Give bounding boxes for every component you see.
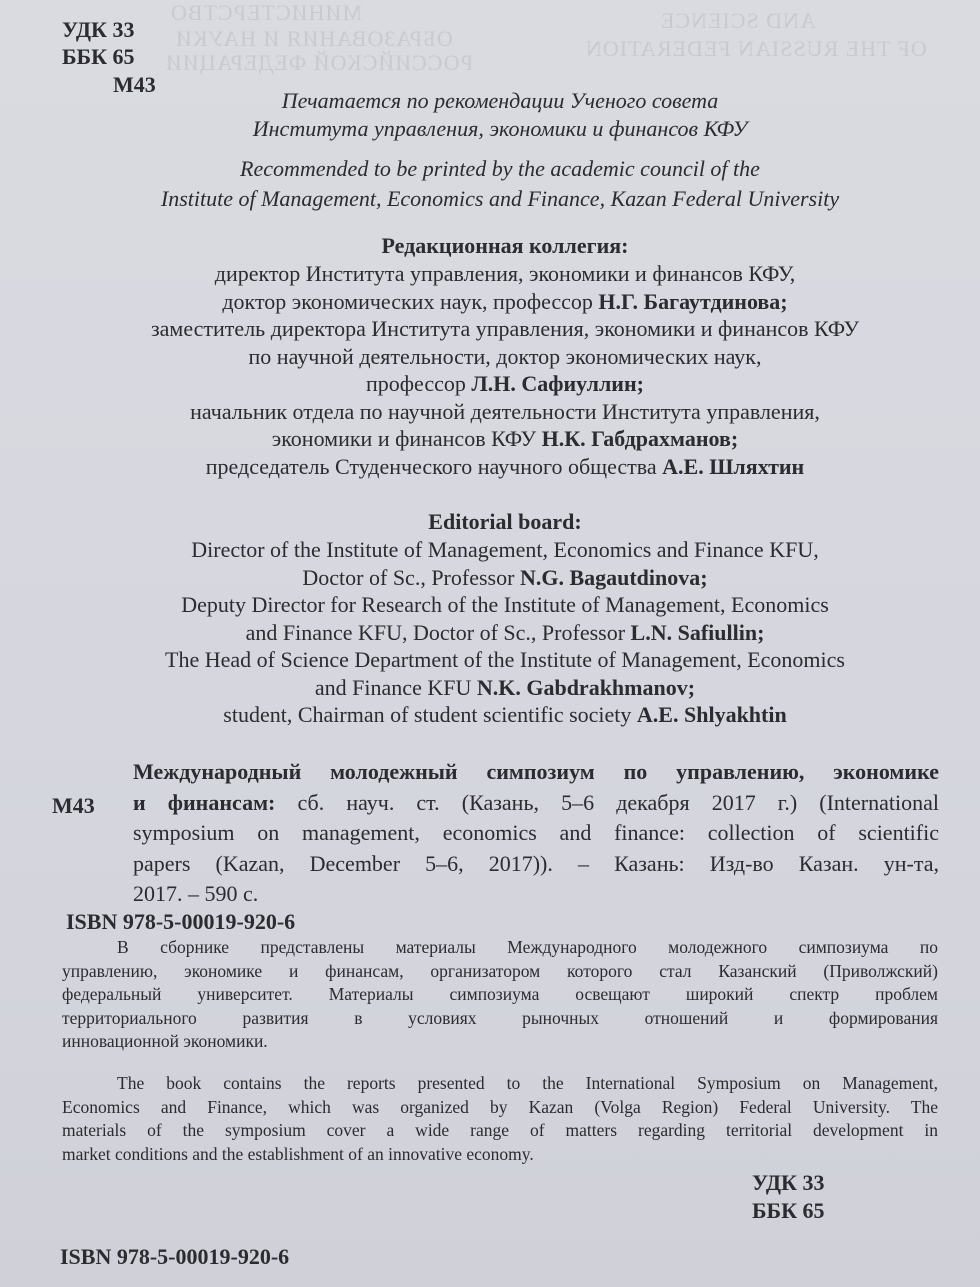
recommendation-ru-line: Института управления, экономики и финансов КФУ (252, 116, 748, 141)
show-through-text: AND SCIENCE (660, 8, 816, 33)
bbk-code: ББК 65 (62, 44, 135, 69)
editorial-line: The Head of Science Department of the Institute of Management, Economics (165, 647, 845, 672)
editorial-line: председатель Студенческого научного общества А.Е. Шляхтин (205, 453, 805, 479)
abstract-line: The book contains the reports presented to the International Symposium on Management, (117, 1073, 938, 1093)
editorial-line: профессор Л.Н. Сафиуллин; (366, 371, 644, 396)
abstract-en (62, 1072, 938, 1166)
biblio-line: symposium on management, economics and finance: collection of scientific (133, 820, 939, 845)
biblio-title-end: и финансам: (133, 789, 276, 815)
bibliographic-entry (133, 757, 939, 910)
footer-bbk-code: ББК 65 (752, 1198, 825, 1223)
recommendation-ru (30, 86, 970, 144)
editorial-line: доктор экономических наук, профессор Н.Г. Багаутдинова; (222, 288, 788, 314)
recommendation-ru-line: Печатается по рекомендации Ученого совета (281, 88, 719, 113)
editorial-line: and Finance KFU, Doctor of Sc., Professor L.N. Safiullin; (245, 619, 765, 645)
footer-isbn: ISBN 978-5-00019-920-6 (60, 1244, 290, 1269)
biblio-line: 2017. – 590 с. (133, 881, 259, 906)
editorial-line: заместитель директора Института управления, экономики и финансов КФУ (150, 316, 860, 341)
abstract-line: федеральный университет. Материалы симпозиума освещают широкий спектр проблем (62, 984, 938, 1005)
editorial-line: Doctor of Sc., Professor N.G. Bagautdinova; (302, 564, 708, 590)
editorial-line: экономики и финансов КФУ Н.К. Габдрахманов; (271, 426, 739, 451)
show-through-text: РОССИЙСКОЙ ФЕДЕРАЦИИ (165, 50, 474, 75)
abstract-line: территориального развития в условиях рыночных отношений и формирования (62, 1007, 938, 1028)
recommendation-en-line: Recommended to be printed by the academic council of the (240, 156, 760, 181)
biblio-title-line: Международный молодежный симпозиум по управлению, экономике (133, 759, 939, 784)
editorial-line: Deputy Director for Research of the Institute of Management, Economics (181, 592, 829, 617)
editorial-line: начальник отдела по научной деятельности Института управления, (190, 398, 820, 424)
abstract-line: В сборнике представлены материалы Международного молодежного симпозиума по (117, 937, 938, 957)
editorial-heading-en: Editorial board: (428, 509, 582, 534)
recommendation-en (30, 154, 970, 214)
editorial-line: директор Института управления, экономики и финансов КФУ, (214, 261, 796, 286)
isbn: ISBN 978-5-00019-920-6 (66, 909, 296, 934)
show-through-text: МИНИСТЕРСТВО (170, 0, 362, 25)
editorial-line: по научной деятельности, доктор экономических наук, (248, 343, 762, 369)
abstract-line: Economics and Finance, which was organized by Kazan (Volga Region) Federal University. The (62, 1096, 938, 1117)
abstract-line: market conditions and the establishment of an innovative economy. (62, 1143, 534, 1164)
footer-udk-code: УДК 33 (752, 1170, 825, 1195)
abstract-line: инновационной экономики. (62, 1031, 268, 1052)
editorial-line: and Finance KFU N.K. Gabdrakhmanov; (314, 674, 696, 700)
author-mark: М43 (113, 72, 156, 97)
abstract-line: materials of the symposium cover a wide range of matters regarding territorial development in (62, 1120, 938, 1141)
show-through-text: ОБРАЗОВАНИЯ И НАУКИ (175, 26, 453, 51)
bibliographic-mark: М43 (52, 793, 95, 818)
editorial-heading-ru: Редакционная коллегия: (381, 233, 629, 258)
editorial-board-ru (45, 232, 965, 480)
udk-code: УДК 33 (62, 17, 135, 42)
biblio-line: сб. науч. ст. (Казань, 5–6 декабря 2017 г.) (International (275, 789, 940, 815)
recommendation-en-line: Institute of Management, Economics and Finance, Kazan Federal University (160, 186, 840, 211)
abstract-line: управлению, экономике и финансам, организатором которого стал Казанский (Приволжский) (62, 960, 938, 981)
editorial-line: student, Chairman of student scientific society A.E. Shlyakhtin (223, 702, 787, 727)
abstract-ru (62, 936, 938, 1054)
editorial-board-en (45, 508, 965, 729)
biblio-line: papers (Kazan, December 5–6, 2017)). – Казань: Изд-во Казан. ун-та, (133, 850, 939, 876)
show-through-text: OF THE RUSSIAN FEDERATION (585, 36, 927, 61)
editorial-line: Director of the Institute of Management, Economics and Finance KFU, (191, 537, 819, 562)
